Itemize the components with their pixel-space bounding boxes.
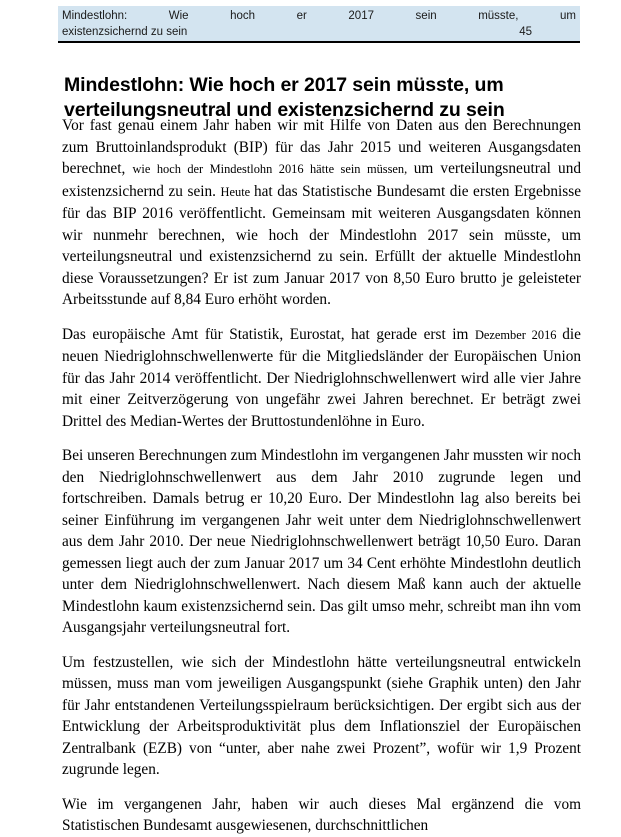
paragraph-1-segment-3: um verteilungsneutral und existenzsichernd zu sein.: [62, 160, 581, 200]
paragraph-4: Um festzustellen, wie sich der Mindestlohn hätte verteilungsneutral entwickeln müssen, muss man vom jeweiligen Ausgangspunkt (siehe Graphik unten) den Jahr für Jahr entstandenen Verteilungsspielraum berücksichtigen. Der ergibt sich aus der Entwicklung der Arbeitsproduktivität plus dem Inflationsziel der Europäischen Zentralbank (EZB) von “unter, aber nahe zwei Prozent”, wofür wir 1,9 Prozent zugrunde legen.: [62, 653, 581, 778]
paragraph-1: [62, 115, 581, 311]
paragraph-1-segment-5: hat das Statistische Bundesamt die ersten Ergebnisse für das BIP 2016 veröffentlicht. Gemeinsam mit weiteren Ausgangsdaten können wir nunmehr berechnen, wie hoch der Mindestlohn 2017 sein müsste, um verteilungsneutral und existenzsichernd zu sein. Erfüllt der aktuelle Mindestlohn diese Voraussetzungen? Er ist zum Januar 2017 von 8,50 Euro brutto je geleisteter Arbeitsstunde auf 8,84 Euro erhöht worden.: [62, 182, 581, 308]
paragraph-2-segment-2-small: Dezember 2016: [474, 327, 563, 342]
paragraph-1-segment-2-small: wie hoch der Mindestlohn 2016 hätte sein müssen,: [132, 162, 414, 176]
paragraph-1-segment-4-small: Heute: [220, 184, 254, 199]
page-number: 45: [519, 26, 532, 38]
paragraph-1-segment-1: Vor fast genau einem Jahr haben wir mit Hilfe von Daten aus den Berechnungen zum Bruttoinlandsprodukt (BIP) für das Jahr 2015 und weiteren Ausgangsdaten berechnet,: [62, 117, 581, 177]
paragraph-2-segment-1: Das europäische Amt für Statistik, Eurostat, hat gerade erst im: [62, 325, 475, 343]
article-title: Mindestlohn: Wie hoch er 2017 sein müsste, um verteilungsneutral und existenzsichernd zu sein: [64, 74, 505, 122]
running-header: [58, 6, 580, 43]
running-header-line-1: Mindestlohn: Wie hoch er 2017 sein müsste, um: [62, 10, 576, 22]
article-body: [62, 115, 581, 837]
paragraph-3: Bei unseren Berechnungen zum Mindestlohn im vergangenen Jahr mussten wir noch den Niedriglohnschwellenwert aus dem Jahr 2010 zugrunde legen und fortschreiben. Damals betrug er 10,20 Euro. Der Mindestlohn lag also bereits bei seiner Einführung im vergangenen Jahr weit unter dem Niedriglohnschwellenwert aus dem Jahr 2010. Der neue Niedriglohnschwellenwert beträgt 10,50 Euro. Daran gemessen liegt auch der zum Januar 2017 um 34 Cent erhöhte Mindestlohn deutlich unter dem Niedriglohnschwellenwert. Nach diesem Maß kann auch der aktuelle Mindestlohn kaum existenzsichernd sein. Das gilt umso mehr, schreibt man ihn vom Ausgangsjahr verteilungsneutral fort.: [62, 447, 581, 636]
running-header-line-2: existenzsichernd zu sein: [62, 26, 188, 38]
paragraph-2-segment-3: die neuen Niedriglohnschwellenwerte für die Mitgliedsländer der Europäischen Union für das Jahr 2014 veröffentlicht. Der Niedriglohnschwellenwert wird alle vier Jahre mit einer Zeitverzögerung von ungefähr zwei Jahren berechnet. Er beträgt zwei Drittel des Median-Wertes der Bruttostundenlöhne in Euro.: [62, 325, 581, 430]
paragraph-2: [62, 324, 581, 433]
paragraph-5: Wie im vergangenen Jahr, haben wir auch dieses Mal ergänzend die vom Statistischen Bundesamt ausgewiesenen, durchschnittlichen: [62, 795, 581, 834]
running-header-line-2-row: [62, 24, 576, 40]
